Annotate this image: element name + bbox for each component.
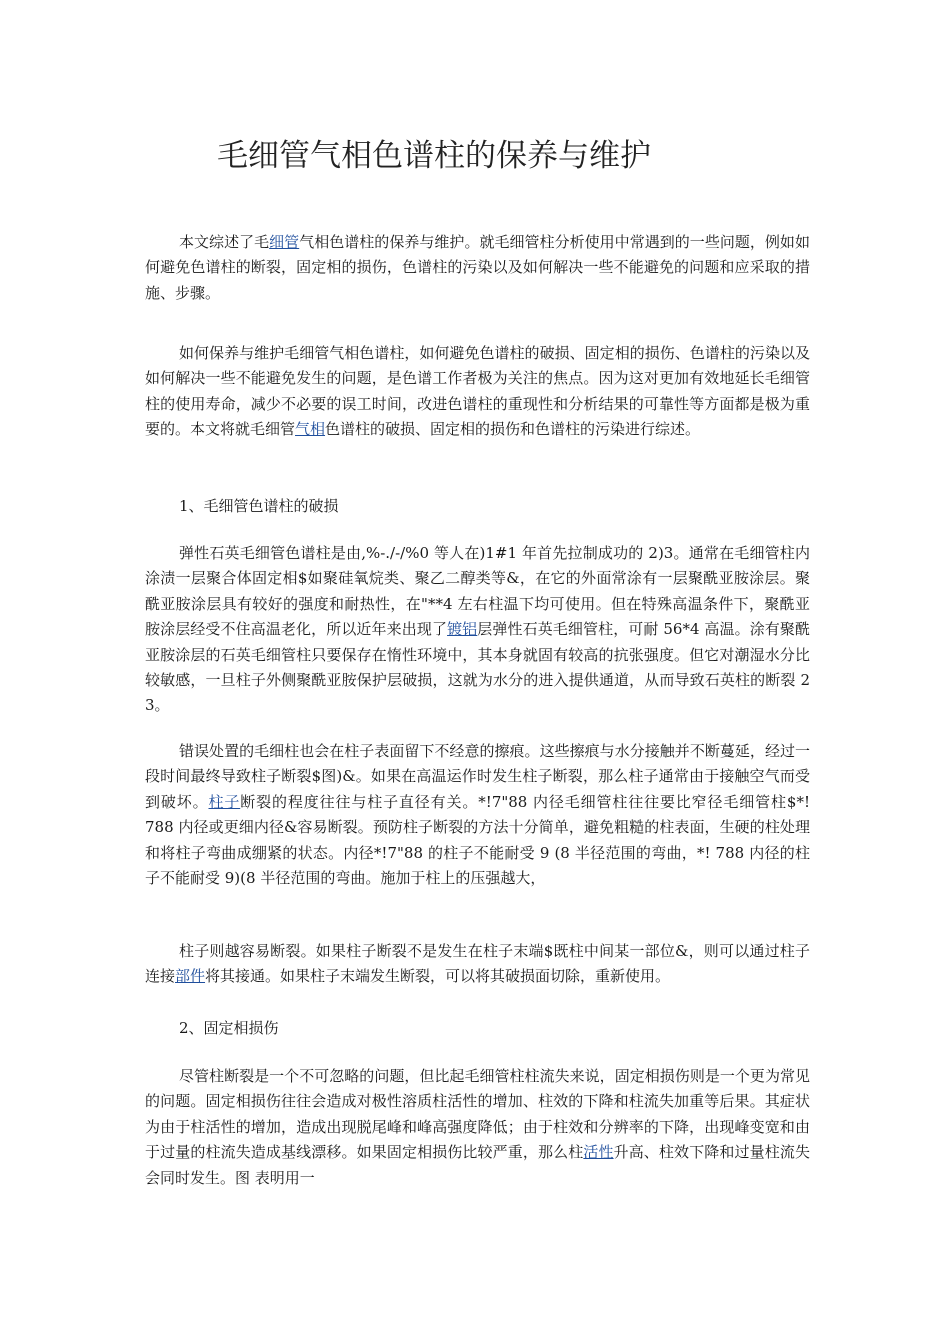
hyperlink[interactable]: 细管 <box>269 233 300 251</box>
section-heading-1: 1、毛细管色谱柱的破损 <box>179 497 339 515</box>
text: 如何保养与维护毛细管气相色谱柱，如何避免色谱柱的破损、固定相的损伤、色谱柱的污染以及如何解决一些不能避免发生的问题，是色谱工作者极为关注的焦点。因为这对更加有效地延长毛细管柱的使用寿命，减少不必要的误工时间，改进色谱柱的重现性和分析结果的可靠性等方面都是极为重要的。本文将就毛细管 <box>145 344 810 439</box>
text: 将其接通。如果柱子末端发生断裂，可以将其破损面切除，重新使用。 <box>205 967 671 986</box>
text: 弹性石英毛细管色谱柱是由,%-./-/%0 等人在)1#1 年首先拉制成功的 2)3。通常在毛细管柱内涂渍一层聚合体固定相$如聚硅氧烷类、聚乙二醇类等&，在它的外面常涂有一层聚酰亚胺涂层。聚酰亚胺涂层具有较好的强度和耐热性，在"**4 左右柱温下均可使用。但在特殊高温条件下，聚酰亚胺涂层经受不住高温老化，所以近年来出现了 <box>145 544 810 639</box>
intro-paragraph <box>145 341 810 443</box>
hyperlink[interactable]: 部件 <box>175 967 206 986</box>
text: 升高、柱效下降和过量柱流失会同时发生。图 表明用一 <box>145 1143 810 1187</box>
text: 色谱柱的破损、固定相的损伤和色谱柱的污染进行综述。 <box>325 420 701 439</box>
text: 气相色谱柱的保养与维护。就毛细管柱分析使用中常遇到的一些问题，例如如何避免色谱柱的断裂，固定相的损伤，色谱柱的污染以及如何解决一些不能避免的问题和应采取的措施、步骤。 <box>145 233 810 302</box>
text: 本文综述了毛 <box>179 233 270 251</box>
text: 柱子则越容易断裂。如果柱子断裂不是发生在柱子末端$既柱中间某一部位&，则可以通过柱子连接 <box>145 942 810 986</box>
document-title: 毛细管气相色谱柱的保养与维护 <box>217 138 651 174</box>
text: 错误处置的毛细柱也会在柱子表面留下不经意的擦痕。这些擦痕与水分接触并不断蔓延，经过一段时间最终导致柱子断裂$图)&。如果在高温运作时发生柱子断裂，那么柱子通常由于接触空气而受到破坏。 <box>145 742 810 811</box>
paragraph <box>145 739 810 891</box>
hyperlink[interactable]: 气相 <box>295 420 326 439</box>
text: 断裂的程度往往与柱子直径有关。*!7"88 内径毛细管柱往往要比窄径毛细管柱$*! 788 内径或更细内径&容易断裂。预防柱子断裂的方法十分简单，避免粗糙的柱表面，生硬的柱处理和将柱子弯曲成绷紧的状态。内径*!7"88 的柱子不能耐受 9 (8 半径范围的弯曲，*! 788 内径的柱子不能耐受 9)(8 半径范围的弯曲。施加于柱上的压强越大， <box>145 792 810 888</box>
paragraph <box>145 1064 810 1191</box>
paragraph <box>145 541 810 719</box>
section-heading-2: 2、固定相损伤 <box>179 1019 279 1037</box>
text: 尽管柱断裂是一个不可忽略的问题，但比起毛细管柱柱流失来说，固定相损伤则是一个更为常见的问题。固定相损伤往往会造成对极性溶质柱活性的增加、柱效的下降和柱流失加重等后果。其症状为由于柱活性的增加，造成出现脱尾峰和峰高强度降低；由于柱效和分辨率的下降，出现峰变宽和由于过量的柱流失造成基线漂移。如果固定相损伤比较严重，那么柱 <box>145 1067 810 1162</box>
hyperlink[interactable]: 活性 <box>583 1143 614 1162</box>
hyperlink[interactable]: 镀铝 <box>447 620 478 639</box>
hyperlink[interactable]: 柱子 <box>208 792 241 811</box>
paragraph <box>145 939 810 990</box>
abstract-paragraph <box>145 230 810 306</box>
text: 层弹性石英毛细管柱，可耐 56*4 高温。涂有聚酰亚胺涂层的石英毛细管柱只要保存在惰性环境中，其本身就固有较高的抗张强度。但它对潮湿水分比较敏感，一旦柱子外侧聚酰亚胺保护层破损，这就为水分的进入提供通道，从而导致石英柱的断裂 2 3。 <box>145 620 810 715</box>
